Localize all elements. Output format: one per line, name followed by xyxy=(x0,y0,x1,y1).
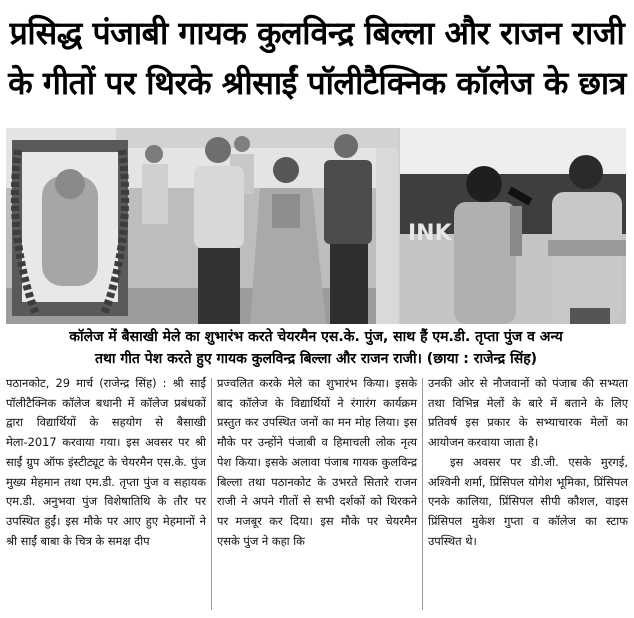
article-paragraph: पठानकोट, 29 मार्च (राजेन्द्र सिंह) : श्री साईं पॉलीटैक्निक कॉलेज बधानी में कॉलेज प्रबंधकों द्वारा विद्यार्थियों के सहयोग से बैसाखी मेला-2017 करवाया गया। इस अवसर पर श्री साईं ग्रुप ऑफ इंस्टीट्यूट के चेयरमैन एस.के. पुंज मुख्य मेहमान तथा एम.डी. तृप्ता पुंज व सहायक एम.डी. अनुभवा पुंज विशेषातिथि के तौर पर उपस्थित हुईं। इस मौके पर आए हुए मेहमानों ने श्री साईं बाबा के चित्र के समक्ष दीप xyxy=(6,376,206,548)
caption-line-2: तथा गीत पेश करते हुए गायक कुलविन्द्र बिल्ला और राजन राजी। (छाया : राजेन्द्र सिंह) xyxy=(94,351,538,367)
column-divider xyxy=(422,378,423,610)
inauguration-photo xyxy=(6,128,398,324)
singers-photo xyxy=(400,128,626,324)
headline-line-1: प्रसिद्ध पंजाबी गायक कुलविन्द्र बिल्ला और राजन राजी xyxy=(9,14,625,52)
article-column-2 xyxy=(217,374,417,614)
article-paragraph: इस अवसर पर डी.जी. एसके मुरगई, अश्विनी शर्मा, प्रिंसिपल योगेश भूमिका, प्रिंसिपल एनके कालिया, प्रिंसिपल सीपी कौशल, वाइस प्रिंसिपल मुकेश गुप्ता व कॉलेज का स्टाफ उपस्थित थे। xyxy=(428,454,628,548)
banner-fragment: INK xyxy=(408,221,452,246)
headline xyxy=(0,8,634,108)
news-photo xyxy=(6,128,626,324)
headline-line-2: के गीतों पर थिरके श्रीसाईं पॉलीटैक्निक कॉलेज के छात्र xyxy=(8,64,626,102)
article-body xyxy=(6,374,628,614)
article-paragraph: उनकी ओर से नौजवानों को पंजाब की सभ्यता तथा विभिन्न मेलों के बारे में बताने के लिए प्रतिवर्ष इस प्रकार के सभ्याचारक मेलों का आयोजन करवाया जाता है। xyxy=(428,376,628,450)
column-divider xyxy=(211,378,212,610)
article-paragraph: प्रज्वलित करके मेले का शुभारंभ किया। इसके बाद कॉलेज के विद्यार्थियों ने रंगारंग कार्यक्रम प्रस्तुत कर उपस्थित जनों का मन मोह लिया। इस मौके पर उन्होंने पंजाबी व हिमाचली लोक नृत्य पेश किया। इसके अलावा पंजाब गायक कुलविन्द्र बिल्ला तथा पठानकोट के उभरते सितारे राजन राजी ने अपने गीतों से सभी दर्शकों को थिरकने पर मजबूर कर दिया। इस मौके पर चेयरमैन एसके पुंज ने कहा कि xyxy=(217,376,417,548)
caption-line-1: कॉलेज में बैसाखी मेले का शुभारंभ करते चेयरमैन एस.के. पुंज, साथ हैं एम.डी. तृप्ता पुंज व अन्य xyxy=(69,329,563,345)
article-column-1 xyxy=(6,374,206,614)
article-column-3 xyxy=(428,374,628,614)
photo-caption xyxy=(6,326,626,370)
